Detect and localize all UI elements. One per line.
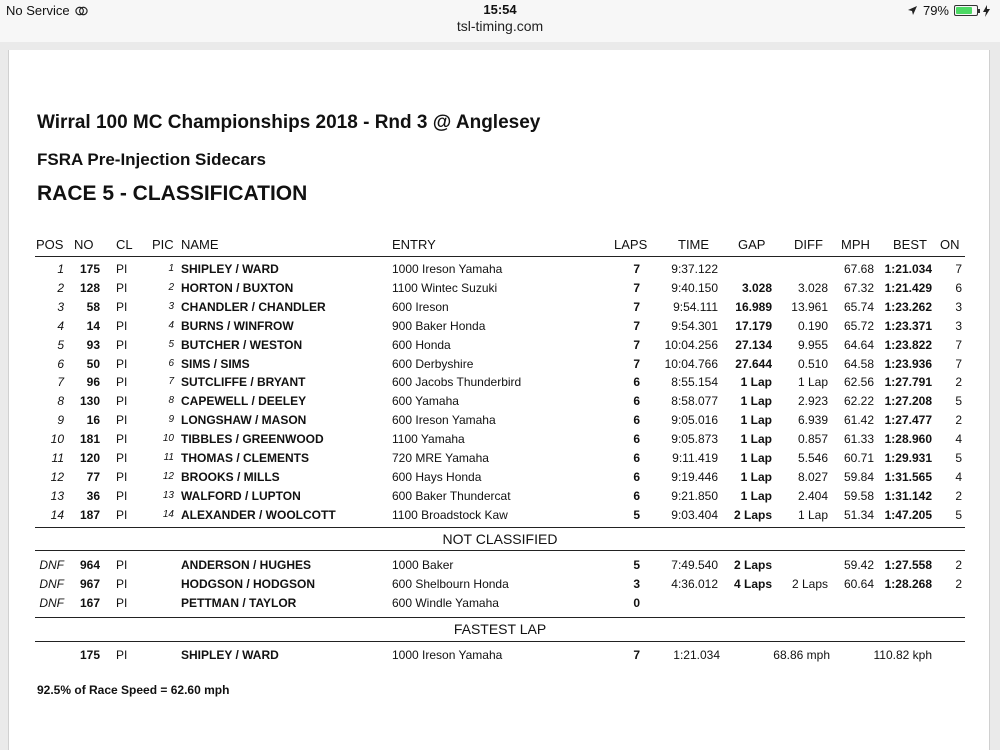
column-header-on: ON bbox=[940, 237, 960, 252]
cell-gap: 1 Lap bbox=[740, 394, 772, 408]
race-speed-note: 92.5% of Race Speed = 62.60 mph bbox=[37, 683, 230, 697]
cell-diff: 2.923 bbox=[797, 394, 828, 408]
cell-cl: PI bbox=[116, 300, 128, 314]
cell-entry: 720 MRE Yamaha bbox=[392, 451, 489, 465]
cell-time: 10:04.256 bbox=[664, 338, 718, 352]
dnf-cell-pos: DNF bbox=[39, 577, 64, 591]
cell-cl: PI bbox=[116, 432, 128, 446]
dnf-cell-time: 4:36.012 bbox=[671, 577, 718, 591]
cell-diff: 8.027 bbox=[797, 470, 828, 484]
clock: 15:54 bbox=[483, 2, 517, 17]
event-title: Wirral 100 MC Championships 2018 - Rnd 3 @ Anglesey bbox=[37, 112, 541, 133]
cell-no: 130 bbox=[79, 394, 100, 408]
cell-mph: 60.71 bbox=[843, 451, 874, 465]
cell-mph: 59.84 bbox=[843, 470, 874, 484]
cell-pic: 8 bbox=[168, 395, 174, 406]
cell-time: 9:21.850 bbox=[671, 489, 718, 503]
cell-time: 9:19.446 bbox=[671, 470, 718, 484]
cell-no: 50 bbox=[86, 357, 100, 371]
cell-on: 2 bbox=[955, 413, 962, 427]
cell-name: BROOKS / MILLS bbox=[181, 470, 280, 484]
cell-time: 9:54.301 bbox=[671, 319, 718, 333]
cell-name: CAPEWELL / DEELEY bbox=[181, 394, 307, 408]
not-classified-bottom-rule bbox=[35, 550, 965, 551]
battery-status bbox=[907, 3, 990, 18]
cell-best: 1:21.429 bbox=[884, 281, 932, 295]
column-header-laps: LAPS bbox=[614, 237, 648, 252]
cell-entry: 1100 Broadstock Kaw bbox=[392, 508, 508, 522]
charging-bolt-icon bbox=[983, 5, 990, 17]
cell-best: 1:28.960 bbox=[884, 432, 932, 446]
column-header-best: BEST bbox=[893, 237, 927, 252]
cell-best: 1:23.936 bbox=[884, 357, 932, 371]
cell-pic: 2 bbox=[168, 282, 174, 293]
class-title: FSRA Pre-Injection Sidecars bbox=[37, 150, 266, 169]
cell-pos: 11 bbox=[51, 451, 64, 465]
cell-cl: PI bbox=[116, 262, 128, 276]
fastest-kph: 110.82 kph bbox=[873, 648, 932, 662]
cell-name: WALFORD / LUPTON bbox=[181, 489, 301, 503]
cell-no: 58 bbox=[86, 300, 100, 314]
cell-on: 3 bbox=[955, 300, 962, 314]
cell-gap: 16.989 bbox=[735, 300, 772, 314]
cell-time: 9:11.419 bbox=[672, 451, 718, 465]
cell-gap: 1 Lap bbox=[740, 413, 772, 427]
dnf-cell-cl: PI bbox=[116, 577, 128, 591]
cell-pos: 12 bbox=[50, 470, 64, 484]
dnf-cell-name: ANDERSON / HUGHES bbox=[181, 558, 312, 572]
cell-no: 120 bbox=[79, 451, 100, 465]
cell-best: 1:21.034 bbox=[884, 262, 932, 276]
cell-diff: 13.961 bbox=[791, 300, 828, 314]
dnf-cell-best: 1:27.558 bbox=[884, 558, 932, 572]
cell-pic: 3 bbox=[168, 301, 174, 312]
cell-laps: 6 bbox=[633, 375, 640, 389]
cell-entry: 1100 Yamaha bbox=[392, 432, 465, 446]
cell-on: 4 bbox=[955, 432, 962, 446]
fastest-cl: PI bbox=[116, 648, 128, 662]
cell-pic: 13 bbox=[162, 490, 174, 501]
cell-diff: 0.857 bbox=[797, 432, 828, 446]
cell-best: 1:27.791 bbox=[884, 375, 932, 389]
cell-best: 1:27.208 bbox=[884, 394, 932, 408]
cell-on: 5 bbox=[955, 394, 962, 408]
dnf-cell-mph: 59.42 bbox=[843, 558, 874, 572]
cell-diff: 6.939 bbox=[797, 413, 828, 427]
cell-diff: 3.028 bbox=[797, 281, 828, 295]
cell-entry: 600 Jacobs Thunderbird bbox=[392, 375, 522, 389]
dnf-cell-on: 2 bbox=[955, 558, 962, 572]
cell-cl: PI bbox=[116, 338, 128, 352]
cell-no: 14 bbox=[86, 319, 100, 333]
dnf-cell-cl: PI bbox=[116, 596, 128, 610]
cell-pos: 5 bbox=[57, 338, 64, 352]
cell-name: BUTCHER / WESTON bbox=[181, 338, 303, 352]
location-arrow-icon bbox=[907, 5, 918, 16]
cell-gap: 3.028 bbox=[741, 281, 772, 295]
cell-laps: 7 bbox=[633, 262, 640, 276]
cell-no: 175 bbox=[79, 262, 100, 276]
cell-no: 16 bbox=[86, 413, 100, 427]
cell-gap: 27.644 bbox=[735, 357, 772, 371]
cell-pos: 9 bbox=[57, 413, 64, 427]
cell-mph: 65.74 bbox=[843, 300, 874, 314]
cell-gap: 2 Laps bbox=[733, 508, 772, 522]
cell-on: 6 bbox=[955, 281, 962, 295]
status-bar bbox=[0, 0, 1000, 42]
cell-mph: 67.32 bbox=[843, 281, 874, 295]
cell-pos: 6 bbox=[57, 357, 64, 371]
cell-entry: 600 Honda bbox=[392, 338, 451, 352]
dnf-cell-name: PETTMAN / TAYLOR bbox=[181, 596, 297, 610]
cell-entry: 600 Derbyshire bbox=[392, 357, 474, 371]
cell-pic: 12 bbox=[162, 471, 174, 482]
cell-laps: 7 bbox=[633, 300, 640, 314]
cell-no: 181 bbox=[79, 432, 100, 446]
cell-diff: 5.546 bbox=[797, 451, 828, 465]
dnf-cell-diff: 2 Laps bbox=[791, 577, 828, 591]
cell-mph: 62.56 bbox=[843, 375, 874, 389]
cell-diff: 0.190 bbox=[797, 319, 828, 333]
cell-laps: 6 bbox=[633, 489, 640, 503]
cell-pos: 10 bbox=[50, 432, 64, 446]
dnf-cell-no: 167 bbox=[79, 596, 100, 610]
cell-best: 1:31.565 bbox=[884, 470, 932, 484]
cell-no: 128 bbox=[79, 281, 100, 295]
column-header-cl: CL bbox=[116, 237, 133, 252]
not-classified-rule bbox=[35, 527, 965, 528]
cell-laps: 7 bbox=[633, 338, 640, 352]
cell-mph: 67.68 bbox=[843, 262, 874, 276]
dnf-cell-entry: 1000 Baker bbox=[392, 558, 454, 572]
cell-cl: PI bbox=[116, 357, 128, 371]
cell-name: CHANDLER / CHANDLER bbox=[181, 300, 326, 314]
cell-diff: 9.955 bbox=[797, 338, 828, 352]
column-header-pic: PIC bbox=[152, 237, 174, 252]
cell-time: 9:40.150 bbox=[671, 281, 718, 295]
cell-entry: 900 Baker Honda bbox=[392, 319, 486, 333]
cell-cl: PI bbox=[116, 394, 128, 408]
cell-pic: 1 bbox=[168, 263, 174, 274]
cell-diff: 2.404 bbox=[797, 489, 828, 503]
cell-no: 36 bbox=[86, 489, 100, 503]
cell-on: 3 bbox=[955, 319, 962, 333]
not-classified-heading: NOT CLASSIFIED bbox=[442, 531, 558, 547]
cell-cl: PI bbox=[116, 281, 128, 295]
fastest-time: 1:21.034 bbox=[673, 648, 720, 662]
cell-diff: 1 Lap bbox=[797, 508, 828, 522]
carrier-label: No Service bbox=[6, 3, 70, 18]
cell-name: SIMS / SIMS bbox=[181, 357, 250, 371]
dnf-cell-pos: DNF bbox=[39, 558, 64, 572]
cell-pos: 8 bbox=[57, 394, 64, 408]
column-header-diff: DIFF bbox=[794, 237, 823, 252]
column-header-time: TIME bbox=[678, 237, 710, 252]
cell-entry: 600 Yamaha bbox=[392, 394, 459, 408]
column-header-gap: GAP bbox=[738, 237, 766, 252]
cell-time: 9:37.122 bbox=[671, 262, 718, 276]
dnf-cell-no: 967 bbox=[79, 577, 100, 591]
cell-laps: 6 bbox=[633, 432, 640, 446]
cell-entry: 600 Ireson Yamaha bbox=[392, 413, 496, 427]
cell-best: 1:23.262 bbox=[884, 300, 932, 314]
cell-name: ALEXANDER / WOOLCOTT bbox=[181, 508, 336, 522]
cell-on: 7 bbox=[955, 357, 962, 371]
cell-on: 5 bbox=[955, 508, 962, 522]
cell-mph: 62.22 bbox=[843, 394, 874, 408]
cell-time: 9:54.111 bbox=[673, 300, 718, 314]
dnf-cell-laps: 3 bbox=[633, 577, 640, 591]
column-header-entry: ENTRY bbox=[392, 237, 436, 252]
cell-laps: 5 bbox=[633, 508, 640, 522]
cell-no: 96 bbox=[86, 375, 100, 389]
cell-laps: 7 bbox=[633, 281, 640, 295]
cell-mph: 61.33 bbox=[843, 432, 874, 446]
cell-pic: 7 bbox=[168, 376, 174, 387]
cell-pic: 6 bbox=[168, 358, 174, 369]
cell-pic: 9 bbox=[168, 414, 174, 425]
cell-on: 2 bbox=[955, 489, 962, 503]
cell-on: 5 bbox=[955, 451, 962, 465]
fastest-lap-rule bbox=[35, 617, 965, 618]
cell-name: THOMAS / CLEMENTS bbox=[181, 451, 309, 465]
cell-best: 1:29.931 bbox=[884, 451, 932, 465]
dnf-cell-on: 2 bbox=[955, 577, 962, 591]
cell-diff: 0.510 bbox=[797, 357, 828, 371]
cell-mph: 64.58 bbox=[843, 357, 874, 371]
cell-gap: 27.134 bbox=[735, 338, 772, 352]
cell-entry: 600 Ireson bbox=[392, 300, 449, 314]
dnf-cell-pos: DNF bbox=[39, 596, 64, 610]
cell-pic: 5 bbox=[168, 339, 174, 350]
cell-gap: 1 Lap bbox=[740, 451, 772, 465]
address-bar[interactable]: tsl-timing.com bbox=[456, 18, 544, 34]
fastest-lap-bottom-rule bbox=[35, 641, 965, 642]
cell-name: LONGSHAW / MASON bbox=[181, 413, 307, 427]
cell-cl: PI bbox=[116, 319, 128, 333]
cell-mph: 61.42 bbox=[843, 413, 874, 427]
fastest-mph: 68.86 mph bbox=[773, 648, 830, 662]
cell-time: 8:55.154 bbox=[671, 375, 718, 389]
cell-pos: 14 bbox=[50, 508, 64, 522]
cell-laps: 6 bbox=[633, 451, 640, 465]
cell-cl: PI bbox=[116, 508, 128, 522]
cell-best: 1:23.371 bbox=[884, 319, 932, 333]
dnf-cell-no: 964 bbox=[79, 558, 100, 572]
dnf-cell-laps: 0 bbox=[633, 596, 640, 610]
dnf-cell-time: 7:49.540 bbox=[671, 558, 718, 572]
cell-time: 9:05.873 bbox=[671, 432, 718, 446]
cell-time: 10:04.766 bbox=[664, 357, 718, 371]
race-title: RACE 5 - CLASSIFICATION bbox=[37, 182, 308, 205]
cell-mph: 65.72 bbox=[843, 319, 874, 333]
cell-no: 93 bbox=[86, 338, 100, 352]
cell-gap: 1 Lap bbox=[740, 375, 772, 389]
cell-best: 1:23.822 bbox=[884, 338, 932, 352]
column-header-pos: POS bbox=[36, 237, 64, 252]
cell-pos: 13 bbox=[50, 489, 64, 503]
cell-pos: 3 bbox=[57, 300, 64, 314]
cell-pos: 2 bbox=[57, 281, 64, 295]
cell-name: SUTCLIFFE / BRYANT bbox=[181, 375, 306, 389]
battery-icon bbox=[954, 5, 978, 16]
cell-mph: 64.64 bbox=[843, 338, 874, 352]
cell-pos: 7 bbox=[57, 375, 64, 389]
dnf-cell-entry: 600 Windle Yamaha bbox=[392, 596, 499, 610]
cell-time: 8:58.077 bbox=[671, 394, 718, 408]
column-header-name: NAME bbox=[181, 237, 219, 252]
cell-gap: 1 Lap bbox=[740, 432, 772, 446]
cell-time: 9:03.404 bbox=[671, 508, 718, 522]
dnf-cell-entry: 600 Shelbourn Honda bbox=[392, 577, 509, 591]
cell-gap: 1 Lap bbox=[740, 489, 772, 503]
dnf-cell-gap: 4 Laps bbox=[733, 577, 772, 591]
cell-mph: 51.34 bbox=[843, 508, 874, 522]
cell-entry: 600 Baker Thundercat bbox=[392, 489, 511, 503]
cell-no: 187 bbox=[79, 508, 100, 522]
cell-best: 1:31.142 bbox=[884, 489, 932, 503]
column-header-mph: MPH bbox=[841, 237, 870, 252]
cell-pic: 11 bbox=[163, 452, 174, 463]
cell-on: 2 bbox=[955, 375, 962, 389]
dnf-cell-gap: 2 Laps bbox=[733, 558, 772, 572]
header-rule bbox=[35, 256, 965, 257]
fastest-lap-heading: FASTEST LAP bbox=[453, 621, 547, 637]
dnf-cell-name: HODGSON / HODGSON bbox=[181, 577, 316, 591]
cell-on: 4 bbox=[955, 470, 962, 484]
cell-mph: 59.58 bbox=[843, 489, 874, 503]
cell-best: 1:27.477 bbox=[884, 413, 932, 427]
fastest-name: SHIPLEY / WARD bbox=[181, 648, 279, 662]
cell-best: 1:47.205 bbox=[884, 508, 932, 522]
cell-entry: 600 Hays Honda bbox=[392, 470, 482, 484]
cell-laps: 6 bbox=[633, 470, 640, 484]
cell-cl: PI bbox=[116, 489, 128, 503]
battery-percent: 79% bbox=[922, 3, 949, 18]
cell-on: 7 bbox=[955, 262, 962, 276]
cell-gap: 17.179 bbox=[735, 319, 772, 333]
cell-name: TIBBLES / GREENWOOD bbox=[181, 432, 324, 446]
cell-pos: 4 bbox=[57, 319, 64, 333]
cell-diff: 1 Lap bbox=[797, 375, 828, 389]
cell-cl: PI bbox=[116, 451, 128, 465]
dnf-cell-laps: 5 bbox=[633, 558, 640, 572]
cell-entry: 1100 Wintec Suzuki bbox=[392, 281, 498, 295]
dnf-cell-cl: PI bbox=[116, 558, 128, 572]
fastest-entry: 1000 Ireson Yamaha bbox=[392, 648, 503, 662]
cell-laps: 6 bbox=[633, 394, 640, 408]
cell-entry: 1000 Ireson Yamaha bbox=[392, 262, 503, 276]
cell-gap: 1 Lap bbox=[740, 470, 772, 484]
cell-laps: 7 bbox=[633, 319, 640, 333]
cell-pos: 1 bbox=[57, 262, 64, 276]
dnf-cell-mph: 60.64 bbox=[843, 577, 874, 591]
cell-pic: 10 bbox=[162, 433, 174, 444]
cell-cl: PI bbox=[116, 375, 128, 389]
cell-no: 77 bbox=[86, 470, 100, 484]
cell-cl: PI bbox=[116, 470, 128, 484]
cell-laps: 6 bbox=[633, 413, 640, 427]
dnf-cell-best: 1:28.268 bbox=[884, 577, 932, 591]
cell-name: BURNS / WINFROW bbox=[181, 319, 294, 333]
battery-level bbox=[956, 7, 972, 14]
cell-time: 9:05.016 bbox=[671, 413, 718, 427]
cell-cl: PI bbox=[116, 413, 128, 427]
cell-pic: 14 bbox=[162, 509, 174, 520]
cell-on: 7 bbox=[955, 338, 962, 352]
column-header-no: NO bbox=[74, 237, 94, 252]
cell-name: SHIPLEY / WARD bbox=[181, 262, 279, 276]
cell-name: HORTON / BUXTON bbox=[181, 281, 294, 295]
fastest-laps: 7 bbox=[633, 648, 640, 662]
fastest-no: 175 bbox=[79, 648, 100, 662]
cell-pic: 4 bbox=[168, 320, 174, 331]
cell-laps: 7 bbox=[633, 357, 640, 371]
